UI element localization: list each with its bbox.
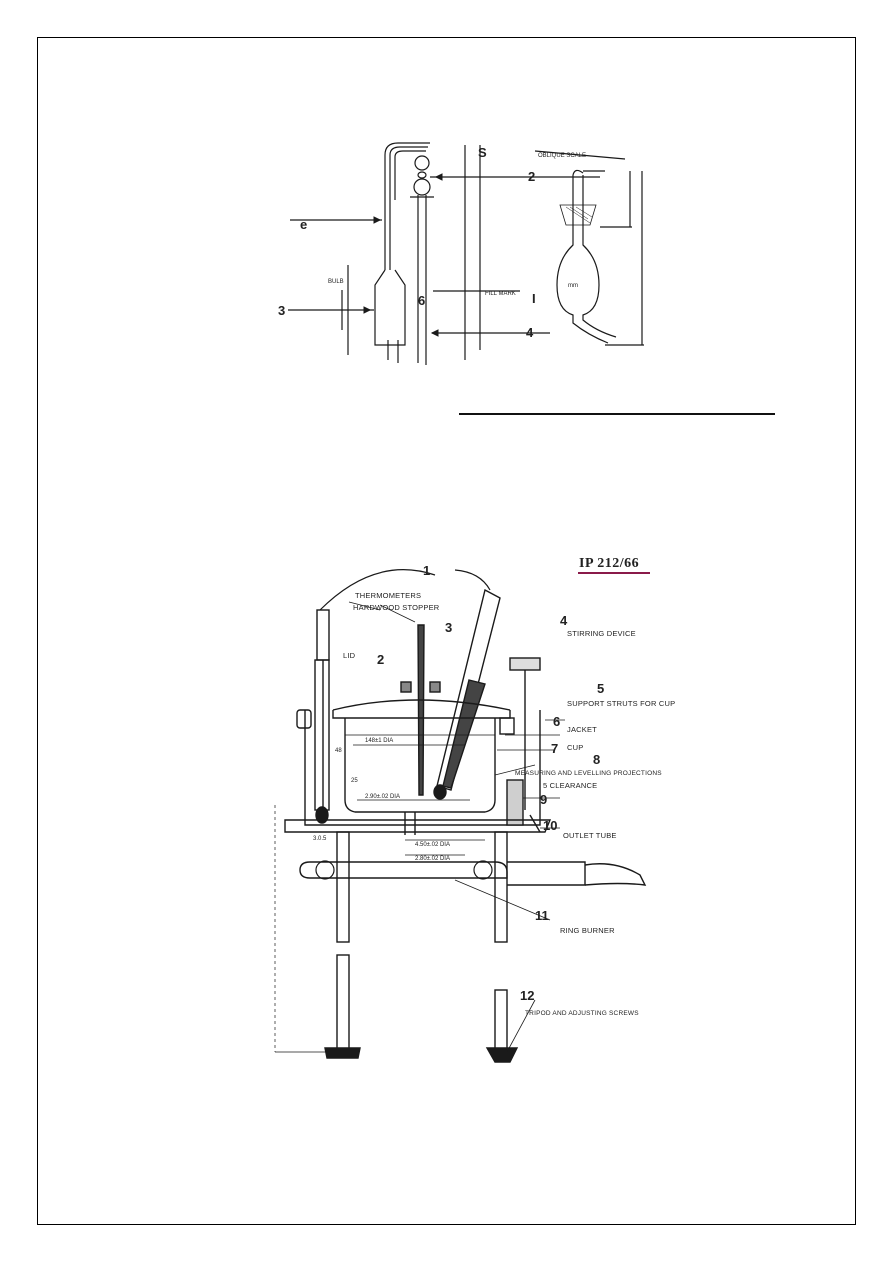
figure-viscometer xyxy=(270,135,670,380)
label-jacket: JACKET xyxy=(567,725,597,734)
label-cup: CUP xyxy=(567,743,584,752)
callout-2: 2 xyxy=(528,169,536,184)
callout-s: S xyxy=(478,145,487,160)
callout-7: 7 xyxy=(551,741,559,756)
callout-9: 9 xyxy=(540,792,548,807)
dim-tube-dia: 2.80±.02 DIA xyxy=(415,856,450,862)
label-measuring-projections: MEASURING AND LEVELLING PROJECTIONS xyxy=(515,770,662,777)
fill-mark-label: FILL MARK xyxy=(485,291,516,297)
callout-6: 6 xyxy=(418,293,426,308)
callout-11: 11 xyxy=(535,908,549,923)
label-support-struts: SUPPORT STRUTS FOR CUP xyxy=(567,699,675,708)
callout-3: 3 xyxy=(278,303,286,318)
mm-label: mm xyxy=(568,283,578,289)
label-hardwood-stopper: HARDWOOD STOPPER xyxy=(353,603,440,612)
label-clearance: 5 CLEARANCE xyxy=(543,781,598,790)
callout-2: 2 xyxy=(377,652,385,667)
label-thermometers: THERMOMETERS xyxy=(355,591,422,600)
figure-apparatus xyxy=(255,560,675,1075)
callout-8: 8 xyxy=(593,752,601,767)
dim-height: 48 xyxy=(335,748,342,754)
callout-4: 4 xyxy=(560,613,568,628)
dim-depth: 25 xyxy=(351,778,358,784)
callout-12: 12 xyxy=(520,988,535,1003)
callout-i: I xyxy=(532,291,536,306)
label-outlet-tube: OUTLET TUBE xyxy=(563,831,617,840)
horizontal-rule xyxy=(459,413,775,415)
reference-number: IP 212/66 xyxy=(579,556,640,571)
label-tripod: TRIPOD AND ADJUSTING SCREWS xyxy=(525,1010,639,1017)
bulb-label: BULB xyxy=(328,279,344,285)
dim-outlet-dia: 4.50±.02 DIA xyxy=(415,842,450,848)
dim-inner-dia: 2.90±.02 DIA xyxy=(365,794,400,800)
dim-base: 3.0.5 xyxy=(313,836,327,842)
callout-10: 10 xyxy=(543,818,558,833)
label-stirring-device: STIRRING DEVICE xyxy=(567,629,636,638)
callout-4: 4 xyxy=(526,325,534,340)
dim-cup-dia: 148±1 DIA xyxy=(365,738,394,744)
label-ring-burner: RING BURNER xyxy=(560,926,615,935)
callout-5: 5 xyxy=(597,681,605,696)
callout-1: 1 xyxy=(423,563,431,578)
oblique-scale-label: OBLIQUE SCALE xyxy=(538,153,587,159)
callout-3: 3 xyxy=(445,620,453,635)
callout-e: e xyxy=(300,217,308,232)
callout-6: 6 xyxy=(553,714,561,729)
label-lid: LID xyxy=(343,651,356,660)
